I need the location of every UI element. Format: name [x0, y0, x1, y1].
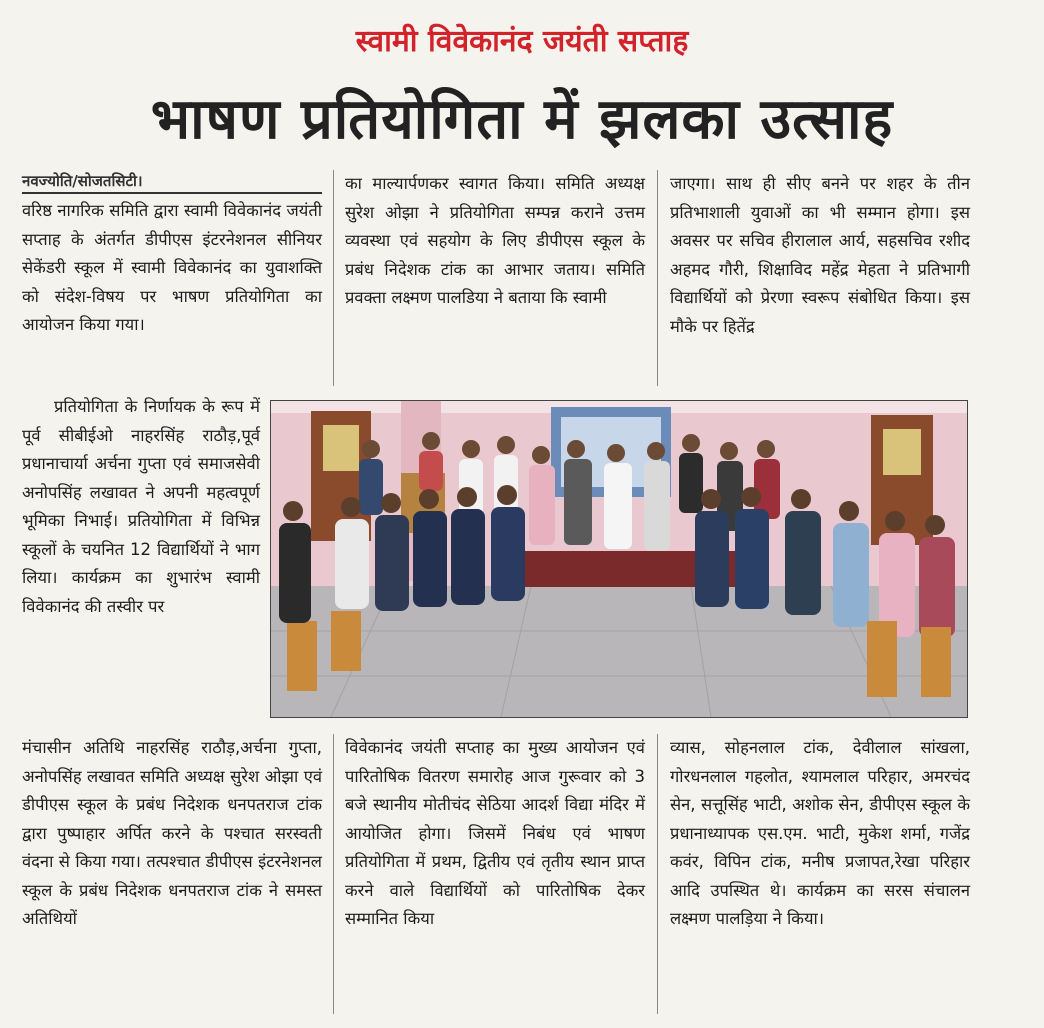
- article-col1-para1: [22, 197, 322, 340]
- column-rule: [657, 734, 658, 1014]
- group-photo-illustration: [271, 401, 967, 717]
- paragraph-text: विवेकानंद जयंती सप्ताह का मुख्य आयोजन एवं पारितोषिक वितरण समारोह आज गुरूवार को 3 बजे स्थानीय मोतीचंद सेठिया आदर्श विद्या मंदिर में आयोजित होगा। जिसमें निबंध एवं भाषण प्रतियोगिता में प्रथम, द्वितीय एवं तृतीय स्थान प्राप्त करने वाले विद्यार्थियों को पारितोषिक देकर सम्मानित किया: [345, 738, 645, 928]
- paragraph-text: प्रतियोगिता के निर्णायक के रूप में पूर्व सीबीईओ नाहरसिंह राठौड़,पूर्व प्रधानाचार्या अर्चना गुप्ता एवं समाजसेवी अनोपसिंह लखावत ने अपनी महत्वपूर्ण भूमिका निभाई। प्रतियोगिता में विभिन्न स्कूलों के चयनित 12 विद्यार्थियों ने भाग लिया। कार्यक्रम का शुभारंभ स्वामी विवेकानंद की तस्वीर पर: [22, 397, 260, 616]
- article-col1-para3: [22, 734, 322, 934]
- article-col2-para1: [345, 170, 645, 313]
- paragraph-text: का माल्यार्पणकर स्वागत किया। समिति अध्यक्ष सुरेश ओझा ने प्रतियोगिता सम्पन्न कराने उत्तम व्यवस्था एवं सहयोग के लिए डीपीएस स्कूल के प्रबंध निदेशक टांक का आभार जताय। समिति प्रवक्ता लक्ष्मण पालडिया ने बताया कि स्वामी: [345, 174, 645, 307]
- headline: भाषण प्रतियोगिता में झलका उत्साह: [150, 87, 894, 152]
- column-rule: [657, 170, 658, 386]
- column-rule: [333, 734, 334, 1014]
- column-rule: [333, 170, 334, 386]
- article-col3-para2: [670, 734, 970, 934]
- kicker-title: स्वामी विवेकानंद जयंती सप्ताह: [355, 24, 689, 59]
- dateline: नवज्योति/सोजतसिटी।: [22, 170, 322, 194]
- article-col3-para1: [670, 170, 970, 341]
- paragraph-text: जाएगा। साथ ही सीए बनने पर शहर के तीन प्रतिभाशाली युवाओं का भी सम्मान होगा। इस अवसर पर सचिव हीरालाल आर्य, सहसचिव रशीद अहमद गौरी, शिक्षाविद महेंद्र मेहता ने प्रतिभागी विद्यार्थियों को प्रेरणा स्वरूप संबोधित किया। इस मौके पर हितेंद्र: [670, 174, 970, 336]
- paragraph-text: व्यास, सोहनलाल टांक, देवीलाल सांखला, गोरधनलाल गहलोत, श्यामलाल परिहार, अमरचंद सेन, सत्तूसिंह भाटी, अशोक सेन, डीपीएस स्कूल के प्रधानाध्यापक एस.एम. भाटी, मुकेश शर्मा, गजेंद्र कवंर, विपिन टांक, मनीष प्रजापत,रेखा परिहार आदि उपस्थित थे। कार्यक्रम का सरस संचालन लक्ष्मण पालड़िया ने किया।: [670, 738, 970, 928]
- article-col2-para2: [345, 734, 645, 934]
- paragraph-text: वरिष्ठ नागरिक समिति द्वारा स्वामी विवेकानंद जयंती सप्ताह के अंतर्गत डीपीएस इंटरनेशनल सीनियर सेकेंडरी स्कूल में स्वामी विवेकानंद का युवाशक्ति को संदेश-विषय पर भाषण प्रतियोगिता का आयोजन किया गया।: [22, 201, 322, 334]
- news-photo: [270, 400, 968, 718]
- paragraph-text: मंचासीन अतिथि नाहरसिंह राठौड़,अर्चना गुप्ता, अनोपसिंह लखावत समिति अध्यक्ष सुरेश ओझा एवं डीपीएस स्कूल के प्रबंध निदेशक धनपतराज टांक द्वारा पुष्पाहार अर्पित करने के पश्चात सरस्वती वंदना से किया गया। तत्पश्चात डीपीएस इंटरनेशनल स्कूल के प्रबंध निदेशक धनपतराज टांक ने समस्त अतिथियों: [22, 738, 322, 928]
- article-col1-para2: [22, 393, 260, 621]
